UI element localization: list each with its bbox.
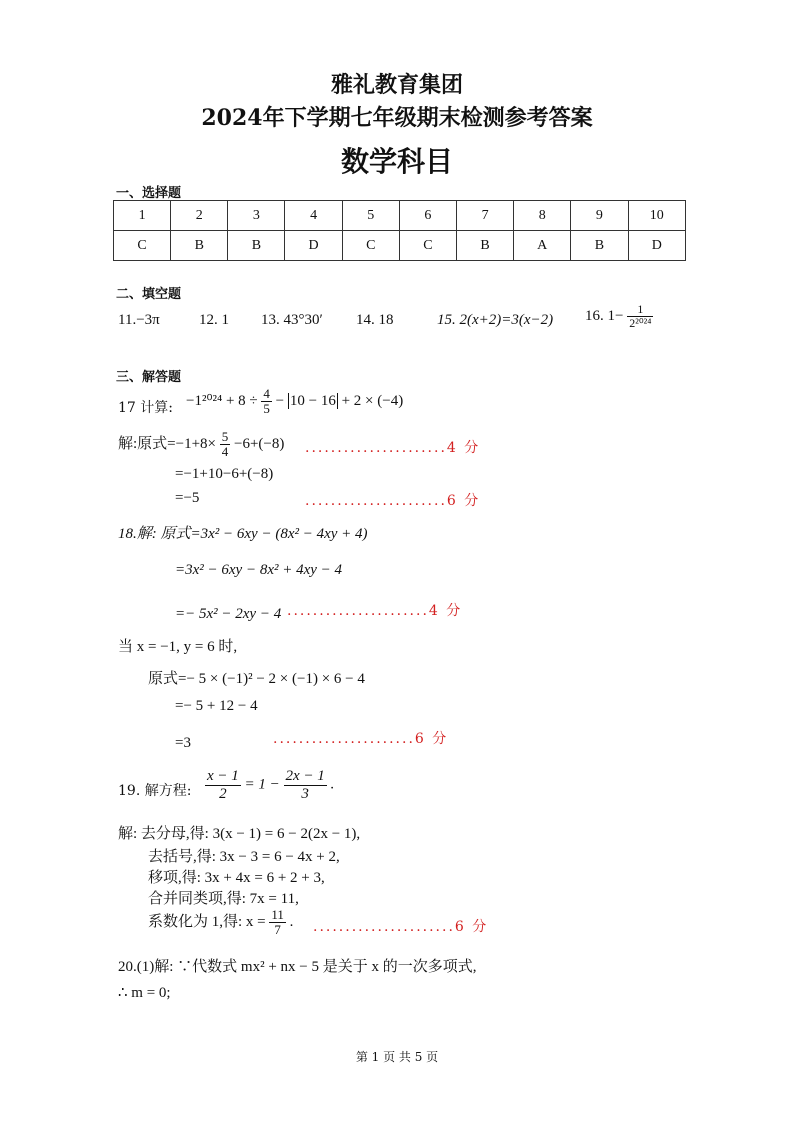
q17-solution-step2: =−1+10−6+(−8): [175, 466, 274, 482]
q19-step1: 解: 去分母,得: 3(x − 1) = 6 − 2(2x − 1),: [118, 826, 361, 842]
answer-cell: B: [571, 231, 628, 261]
q19-label: 19. 解方程:: [118, 783, 192, 799]
score-mark: ......................6 分: [273, 731, 449, 747]
question-number: 10: [628, 201, 686, 231]
answer-q16: [585, 303, 653, 330]
choice-answer-table: [113, 200, 686, 261]
question-number: 9: [571, 201, 628, 231]
question-number: 5: [342, 201, 399, 231]
answer-cell: C: [114, 231, 171, 261]
q17-step1-prefix: 解:原式=−1+8×: [118, 436, 217, 453]
q17-fraction: [261, 387, 272, 417]
answer-cell: B: [171, 231, 228, 261]
q17-step1-num: 5: [221, 429, 229, 444]
question-number: 6: [399, 201, 456, 231]
answer-cell: B: [456, 231, 513, 261]
q16-prefix: 16. 1−: [585, 308, 624, 325]
q17-step1-den: 4: [221, 444, 229, 460]
q18-line1: 18.解: 原式=3x² − 6xy − (8x² − 4xy + 4): [118, 526, 368, 542]
section-choice-heading: 一、选择题: [116, 186, 182, 201]
answer-cell: D: [285, 231, 342, 261]
q17-solution-step1: [118, 430, 284, 460]
q18-substitute2: =− 5 + 12 − 4: [175, 698, 258, 714]
q17-expression: [186, 387, 403, 417]
question-number: 3: [228, 201, 285, 231]
section-solve-heading: 三、解答题: [116, 370, 182, 385]
q19-step2: 去括号,得: 3x − 3 = 6 − 4x + 2,: [148, 849, 340, 865]
score-mark: ......................4 分: [305, 440, 481, 456]
answer-row: [114, 231, 686, 261]
answer-q15: 15. 2(x+2)=3(x−2): [437, 312, 554, 328]
q16-denominator: 2²⁰²⁴: [629, 316, 652, 331]
question-number: 1: [114, 201, 171, 231]
question-number: 8: [514, 201, 571, 231]
q19-step5-fraction: [269, 908, 286, 938]
q17-minus: −: [275, 393, 285, 410]
q19-lhs-den: 2: [219, 785, 227, 802]
q18-result: =3: [175, 735, 191, 751]
answer-cell: C: [342, 231, 399, 261]
q20-line1: 20.(1)解: ∵代数式 mx² + nx − 5 是关于 x 的一次多项式,: [118, 959, 477, 975]
q17-frac-den: 5: [263, 401, 270, 417]
q18-line2: =3x² − 6xy − 8x² + 4xy − 4: [175, 562, 343, 578]
score-mark: ......................6 分: [305, 493, 481, 509]
subject-title: 数学科目: [340, 145, 453, 178]
question-number: 7: [456, 201, 513, 231]
q19-step3: 移项,得: 3x + 4x = 6 + 2 + 3,: [148, 870, 325, 886]
section-fill-heading: 二、填空题: [116, 287, 182, 302]
question-number-row: [114, 201, 686, 231]
score-mark: ......................6 分: [313, 919, 489, 935]
q17-step1-fraction: [220, 430, 231, 460]
question-number: 2: [171, 201, 228, 231]
exam-title: 2024年下学期七年级期末检测参考答案: [201, 105, 593, 131]
q19-step4: 合并同类项,得: 7x = 11,: [148, 891, 299, 907]
q16-numerator: 1: [627, 303, 653, 317]
page-footer: 第 1 页 共 5 页: [355, 1050, 439, 1064]
q18-substitute1: 原式=− 5 × (−1)² − 2 × (−1) × 6 − 4: [148, 671, 365, 687]
q17-step1-suffix: −6+(−8): [234, 436, 285, 453]
q19-step5-dot: .: [289, 914, 294, 931]
school-title: 雅礼教育集团: [330, 72, 463, 98]
answer-q12: 12. 1: [199, 312, 229, 328]
q18-condition: 当 x = −1, y = 6 时,: [118, 639, 238, 655]
q19-step5-den: 7: [274, 922, 281, 938]
q19-equation: [205, 768, 334, 802]
q19-lhs-fraction: [205, 768, 241, 802]
answer-cell: A: [514, 231, 571, 261]
q17-label: 17 计算:: [118, 400, 173, 416]
q20-line2: ∴ m = 0;: [118, 985, 171, 1001]
q19-step5-prefix: 系数化为 1,得: x =: [148, 914, 266, 931]
answer-cell: C: [399, 231, 456, 261]
q18-line3: =− 5x² − 2xy − 4: [175, 606, 282, 622]
q17-expr-part: −1²⁰²⁴ + 8 ÷: [186, 393, 258, 410]
q19-rhs-den: 3: [301, 785, 309, 802]
q19-step5-num: 11: [271, 907, 284, 922]
score-mark: ......................4 分: [287, 603, 463, 619]
q16-fraction: [627, 303, 653, 330]
q19-rhs-num: 2x − 1: [285, 768, 325, 784]
answer-q11: 11.−3π: [118, 312, 160, 328]
q19-dot: .: [330, 776, 335, 793]
q17-solution-step3: =−5: [175, 490, 200, 506]
answer-q14: 14. 18: [356, 312, 394, 328]
q19-step5: [148, 908, 293, 938]
q19-lhs-num: x − 1: [207, 768, 239, 784]
answer-q13: 13. 43°30′: [261, 312, 323, 328]
q17-absolute-value: 10 − 16: [289, 393, 336, 410]
q19-mid: = 1 −: [244, 776, 280, 793]
answer-cell: D: [628, 231, 686, 261]
q17-frac-num: 4: [263, 386, 270, 401]
question-number: 4: [285, 201, 342, 231]
q17-expr-tail: + 2 × (−4): [341, 393, 404, 410]
answer-cell: B: [228, 231, 285, 261]
q19-rhs-fraction: [284, 768, 327, 802]
